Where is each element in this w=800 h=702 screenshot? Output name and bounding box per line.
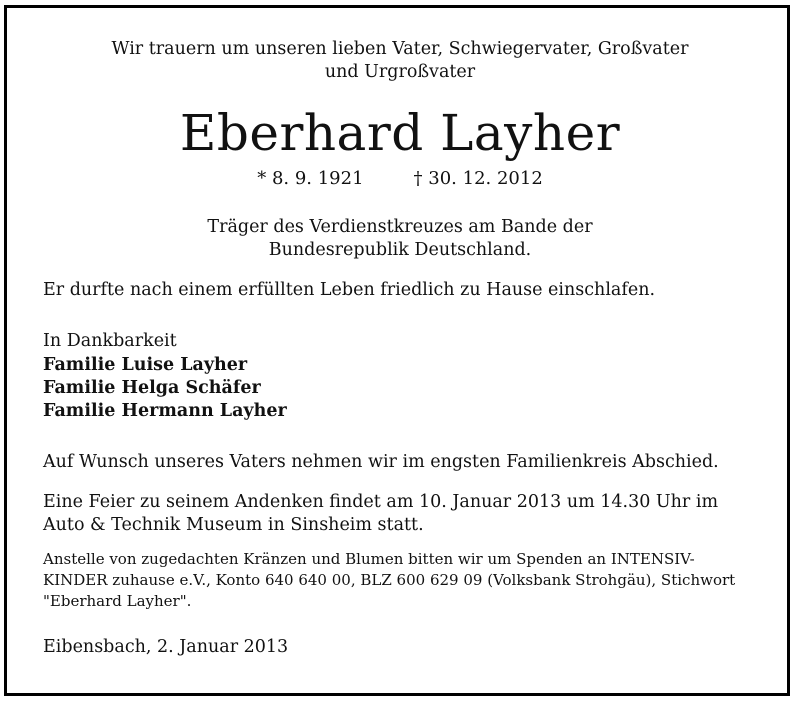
donation-line-1: Anstelle von zugedachten Kränzen und Blumen bitten wir um Spenden an INTENSIV- <box>43 550 695 568</box>
honor-line-2: Bundesrepublik Deutschland. <box>268 240 532 260</box>
family-2: Familie Helga Schäfer <box>43 378 261 398</box>
donation-line-2: KINDER zuhause e.V., Konto 640 640 00, BLZ 600 629 09 (Volksbank Strohgäu), Stichwort <box>43 571 736 589</box>
family-list <box>43 354 757 423</box>
farewell-text: Auf Wunsch unseres Vaters nehmen wir im engsten Familienkreis Abschied. <box>43 452 719 472</box>
ceremony-line-2: Auto & Technik Museum in Sinsheim statt. <box>43 515 424 535</box>
place-date: Eibensbach, 2. Januar 2013 <box>43 637 289 657</box>
donation-text <box>43 549 757 612</box>
intro-text <box>0 38 800 84</box>
intro-line-2: und Urgroßvater <box>324 62 476 82</box>
deceased-name: Eberhard Layher <box>179 104 621 162</box>
life-dates <box>0 167 800 191</box>
honor-text <box>0 216 800 262</box>
intro-line-1: Wir trauern um unseren lieben Vater, Schwiegervater, Großvater <box>111 39 689 59</box>
gratitude-label: In Dankbarkeit <box>43 331 177 351</box>
death-date: † 30. 12. 2012 <box>413 168 543 189</box>
donation-line-3: "Eberhard Layher". <box>43 592 192 610</box>
ceremony-text <box>43 491 757 537</box>
family-1: Familie Luise Layher <box>43 355 248 375</box>
ceremony-line-1: Eine Feier zu seinem Andenken findet am 10. Januar 2013 um 14.30 Uhr im <box>43 492 719 512</box>
family-3: Familie Hermann Layher <box>43 401 287 421</box>
passing-text: Er durfte nach einem erfüllten Leben friedlich zu Hause einschlafen. <box>43 280 656 300</box>
honor-line-1: Träger des Verdienstkreuzes am Bande der <box>207 217 593 237</box>
birth-date: * 8. 9. 1921 <box>257 168 364 189</box>
